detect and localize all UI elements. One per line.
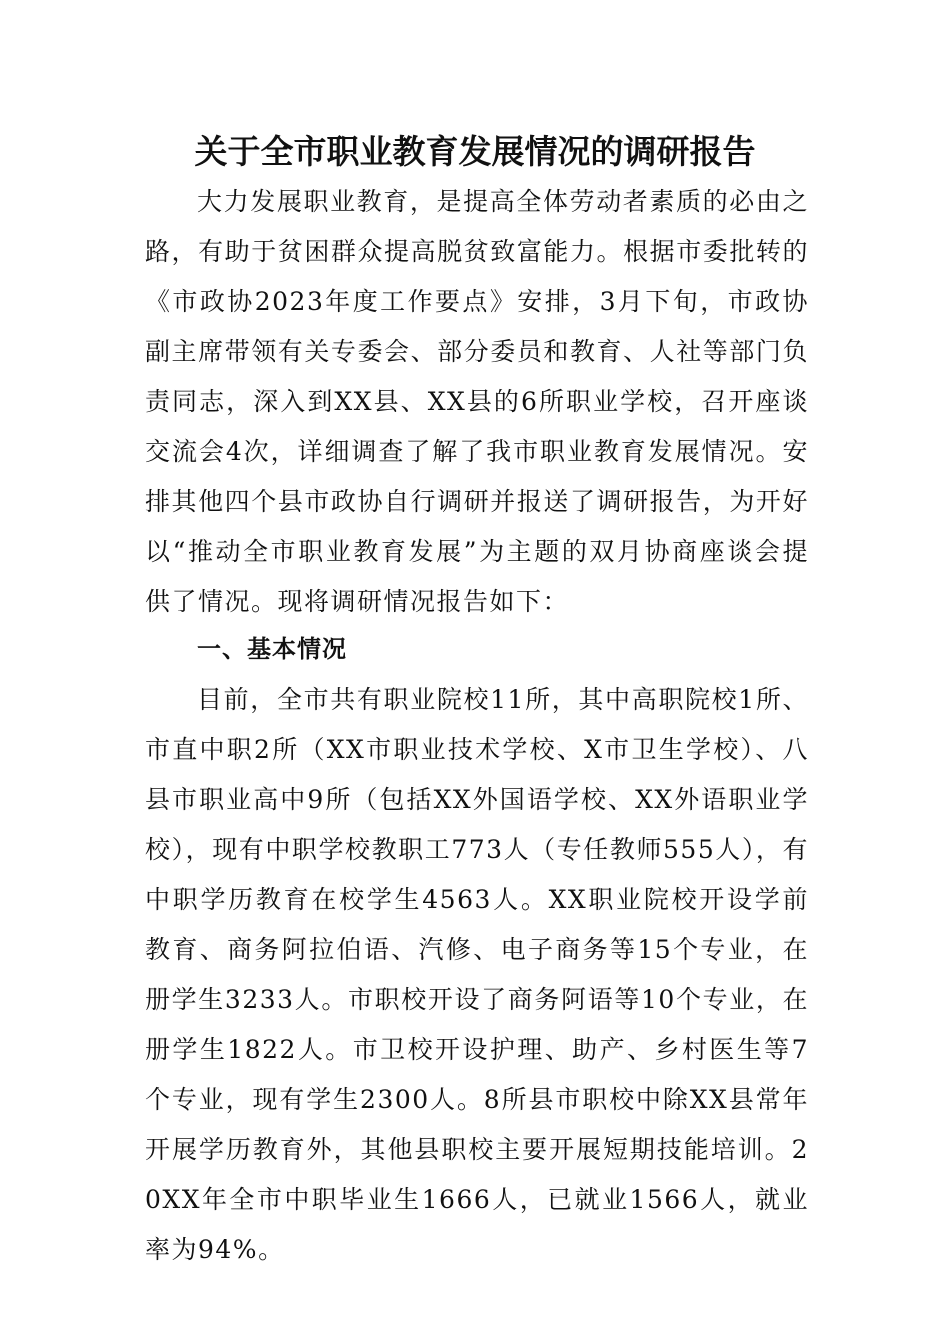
document-title: 关于全市职业教育发展情况的调研报告 <box>194 132 756 171</box>
section-paragraph: 目前，全市共有职业院校11所，其中高职院校1所、市直中职2所（XX市职业技术学校、X市卫生学校）、八县市职业高中9所（包括XX外国语学校、XX外语职业学校），现有中职学校教职工773人（专任教师555人），有中职学历教育在校学生4563人。XX职业院校开设学前教育、商务阿拉伯语、汽修、电子商务等15个专业，在册学生3233人。市职校开设了商务阿语等10个专业，在册学生1822人。市卫校开设护理、助产、乡村医生等7个专业，现有学生2300人。8所县市职校中除XX县常年开展学历教育外，其他县职校主要开展短期技能培训。20XX年全市中职毕业生1666人，已就业1566人，就业率为94%。 <box>145 685 809 1264</box>
section-heading: 一、基本情况 <box>197 635 347 663</box>
intro-paragraph: 大力发展职业教育，是提高全体劳动者素质的必由之路，有助于贫困群众提高脱贫致富能力。根据市委批转的《市政协2023年度工作要点》安排，3月下旬，市政协副主席带领有关专委会、部分委员和教育、人社等部门负责同志，深入到XX县、XX县的6所职业学校，召开座谈交流会4次，详细调查了解了我市职业教育发展情况。安排其他四个县市政协自行调研并报送了调研报告，为开好以“推动全市职业教育发展”为主题的双月协商座谈会提供了情况。现将调研情况报告如下： <box>145 187 809 616</box>
